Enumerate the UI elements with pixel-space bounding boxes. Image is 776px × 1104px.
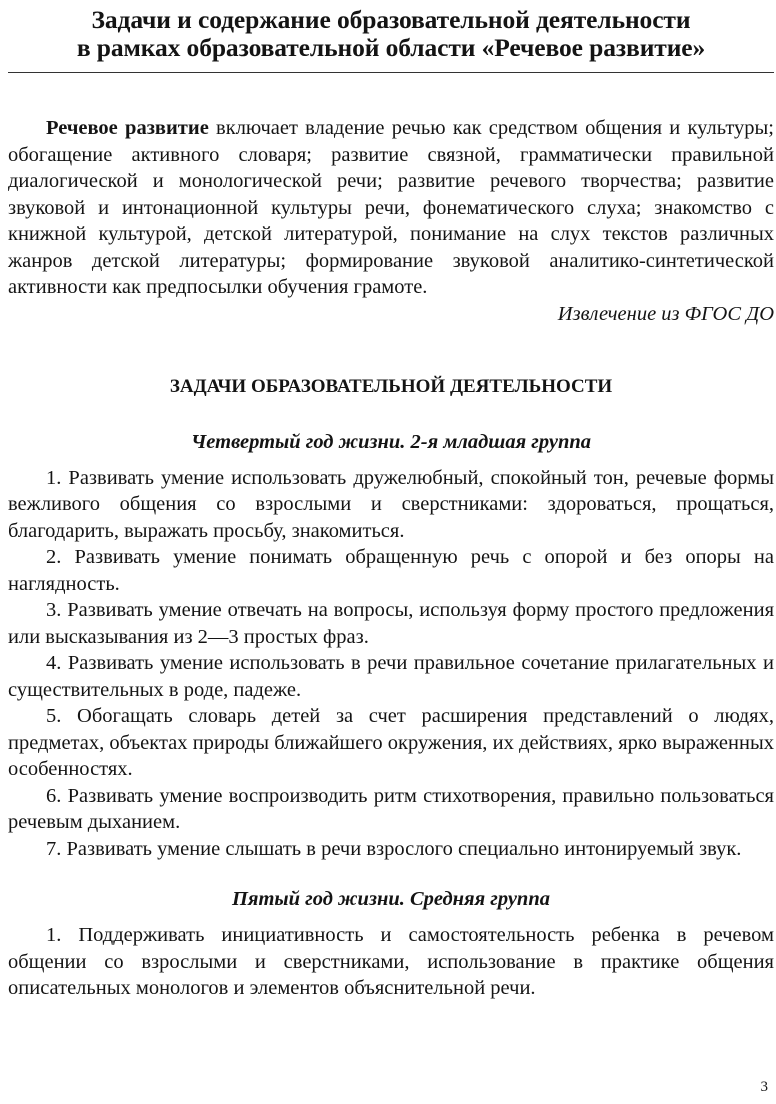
page-title-line-2: в рамках образовательной области «Речевое развитие» [76, 33, 706, 62]
task-item-1: 1. Развивать умение использовать дружелюбный, спокойный тон, речевые формы вежливого общения со взрослыми и сверстниками: здороваться, прощаться, благодарить, выражать просьбу, знакомиться. [8, 466, 774, 542]
group-heading-2: Пятый год жизни. Средняя группа [231, 888, 550, 910]
task-item-5: 5. Обогащать словарь детей за счет расширения представлений о людях, предметах, объектах природы ближайшего окружения, их действиях, ярко выраженных особенностях. [8, 705, 774, 780]
task-item-6: 6. Развивать умение воспроизводить ритм стихотворения, правильно пользоваться речевым дыханием. [8, 784, 774, 833]
task-item-4: 4. Развивать умение использовать в речи правильное сочетание прилагательных и существительных в роде, падеже. [8, 652, 774, 701]
intro-paragraph [8, 115, 774, 301]
task-item-2: 2. Развивать умение понимать обращенную речь с опорой и без опоры на наглядность. [8, 546, 774, 595]
page-title [8, 6, 774, 62]
intro-lead-term: Речевое развитие [46, 117, 209, 139]
group-heading-1: Четвертый год жизни. 2-я младшая группа [190, 430, 592, 453]
page-title-line-1: Задачи и содержание образовательной деятельности [91, 5, 691, 34]
intro-text: включает владение речью как средством общения и культуры; обогащение активного словаря; развитие связной, грамматически правильной диалогической и монологической речи; развитие речевого творчества; развитие звуковой и интонационной культуры речи, фонематического слуха; знакомство с книжной культурой, детской литературой, понимание на слух текстов различных жанров детской литературы; формирование звуковой аналитико-синтетической активности как предпосылки обучения грамоте. [8, 117, 774, 298]
task-item-3: 3. Развивать умение отвечать на вопросы, используя форму простого предложения или высказывания из 2—3 простых фраз. [8, 599, 774, 648]
page-number: 3 [760, 1079, 768, 1095]
document-page [8, 6, 774, 1002]
intro-source: Извлечение из ФГОС ДО [557, 302, 774, 325]
section-heading: ЗАДАЧИ ОБРАЗОВАТЕЛЬНОЙ ДЕЯТЕЛЬНОСТИ [169, 375, 613, 397]
task-item-middle-1: 1. Поддерживать инициативность и самостоятельность ребенка в речевом общении со взрослыми и сверстниками, использование в практике общения описательных монологов и элементов объяснительной речи. [8, 924, 774, 999]
title-divider [8, 72, 774, 73]
task-item-7: 7. Развивать умение слышать в речи взрослого специально интонируемый звук. [46, 837, 742, 860]
